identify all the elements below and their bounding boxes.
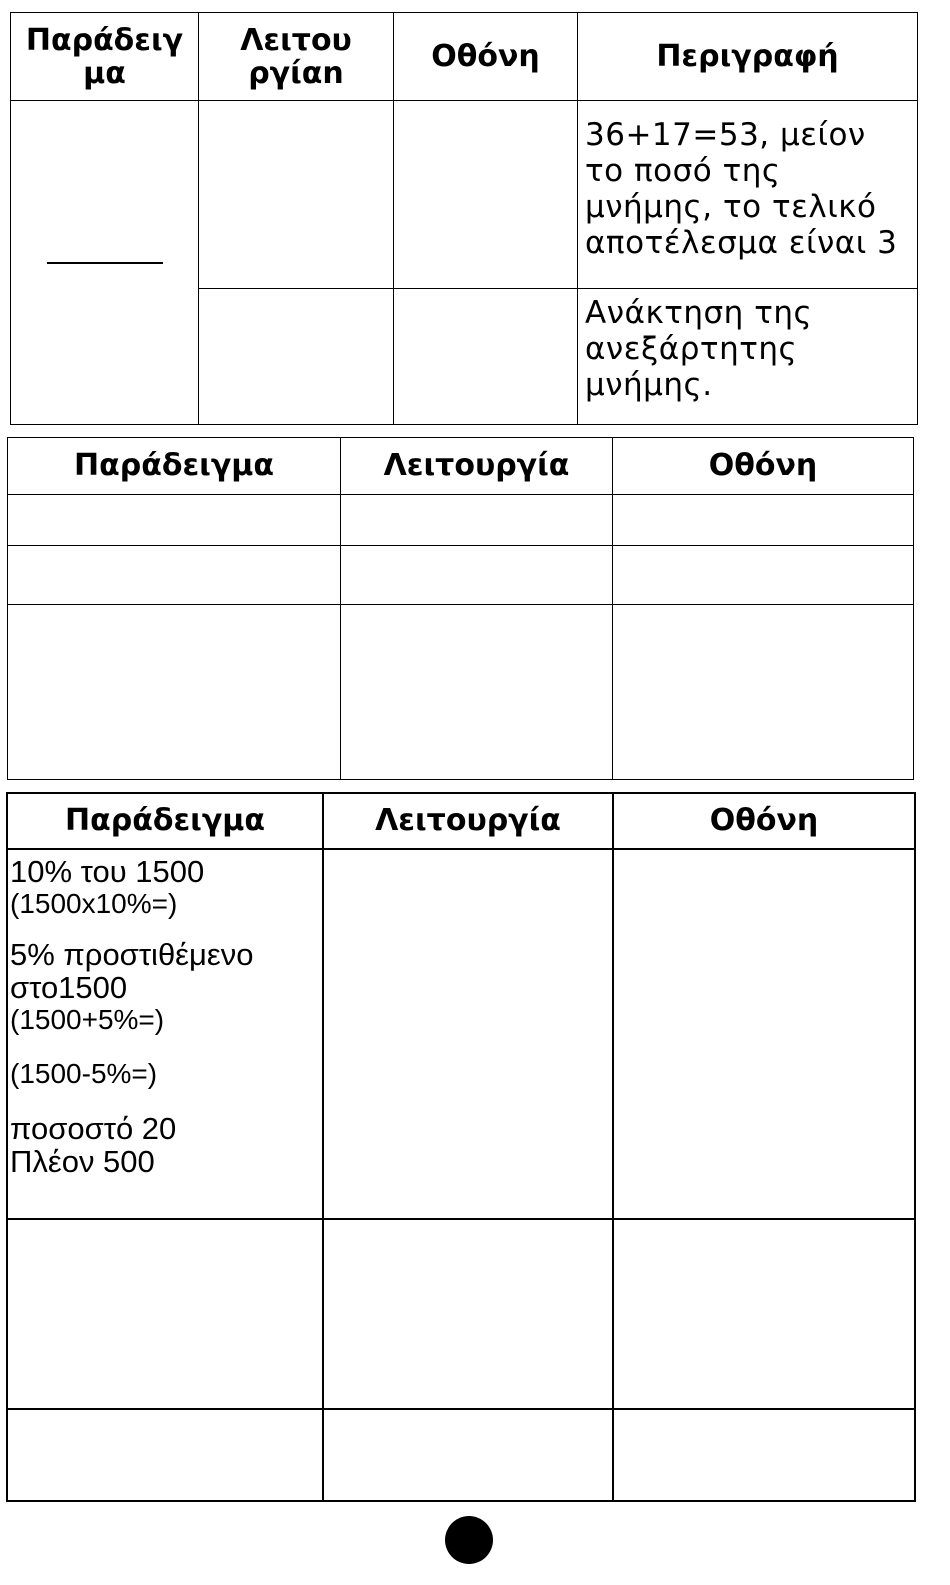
description-cell <box>578 289 918 425</box>
description-line: Ανάκτηση της <box>585 295 813 331</box>
table-header-row <box>11 13 918 101</box>
screen-cell <box>613 546 914 605</box>
example-cell <box>8 546 341 605</box>
description-line: αποτέλεσμα είναι 3 <box>585 225 898 261</box>
example-line: 10% του 1500 <box>10 854 205 889</box>
screen-cell <box>613 849 915 1219</box>
description-line: ανεξάρτητης <box>585 331 798 367</box>
table-header-row <box>8 438 914 495</box>
header-example <box>11 13 199 101</box>
blank-operation-table <box>7 437 914 780</box>
header-example: Παράδειγμα <box>8 438 341 495</box>
function-cell <box>199 101 394 289</box>
screen-cell <box>394 101 578 289</box>
header-screen: Οθόνη <box>613 438 914 495</box>
example-cell <box>11 101 199 425</box>
screen-cell <box>613 495 914 546</box>
header-screen: Οθόνη <box>613 793 915 849</box>
example-line: ποσοστό 20 <box>10 1111 177 1146</box>
screen-cell <box>394 289 578 425</box>
screen-cell <box>613 1219 915 1409</box>
header-function-line-1: Λειτου <box>240 22 352 58</box>
page-marker-dot <box>445 1516 493 1564</box>
screen-cell <box>613 605 914 780</box>
description-line: το ποσό της <box>585 153 781 189</box>
description-line: 36+17=53, μείον <box>585 117 866 153</box>
function-cell <box>323 1409 613 1501</box>
function-cell <box>323 1219 613 1409</box>
example-line: (1500x10%=) <box>10 888 178 919</box>
example-cell <box>7 1409 323 1501</box>
example-line: (1500-5%=) <box>10 1058 158 1089</box>
header-example: Παράδειγμα <box>7 793 323 849</box>
function-cell <box>199 289 394 425</box>
header-screen: Οθόνη <box>394 13 578 101</box>
header-function <box>199 13 394 101</box>
function-cell <box>323 849 613 1219</box>
header-function: Λειτουργία <box>323 793 613 849</box>
header-function: Λειτουργία <box>341 438 613 495</box>
header-example-line-2: μα <box>83 55 126 91</box>
header-example-line-1: Παράδειγ <box>25 22 184 58</box>
table-header-row <box>7 793 915 849</box>
example-line: Πλέον 500 <box>10 1144 155 1179</box>
function-cell <box>341 495 613 546</box>
function-cell <box>341 546 613 605</box>
percentage-table <box>6 792 916 1502</box>
table-row <box>8 495 914 546</box>
example-cell <box>8 605 341 780</box>
table-row <box>11 101 918 289</box>
blank-line <box>47 262 163 264</box>
example-line: στο1500 <box>10 970 128 1005</box>
table-row <box>7 1409 915 1501</box>
example-line: (1500+5%=) <box>10 1004 165 1035</box>
table-row <box>8 605 914 780</box>
table-row <box>7 1219 915 1409</box>
header-description: Περιγραφή <box>578 13 918 101</box>
function-cell <box>341 605 613 780</box>
example-cell <box>7 849 323 1219</box>
description-cell <box>578 101 918 289</box>
example-cell <box>8 495 341 546</box>
example-cell <box>7 1219 323 1409</box>
description-line: μνήμης, το τελικό <box>585 189 877 225</box>
header-function-line-2: ργίαn <box>248 55 344 91</box>
table-row <box>7 849 915 1219</box>
table-row <box>8 546 914 605</box>
example-line: 5% προστιθέμενο <box>10 937 254 972</box>
description-line: μνήμης. <box>585 367 713 403</box>
screen-cell <box>613 1409 915 1501</box>
memory-table <box>10 12 918 425</box>
